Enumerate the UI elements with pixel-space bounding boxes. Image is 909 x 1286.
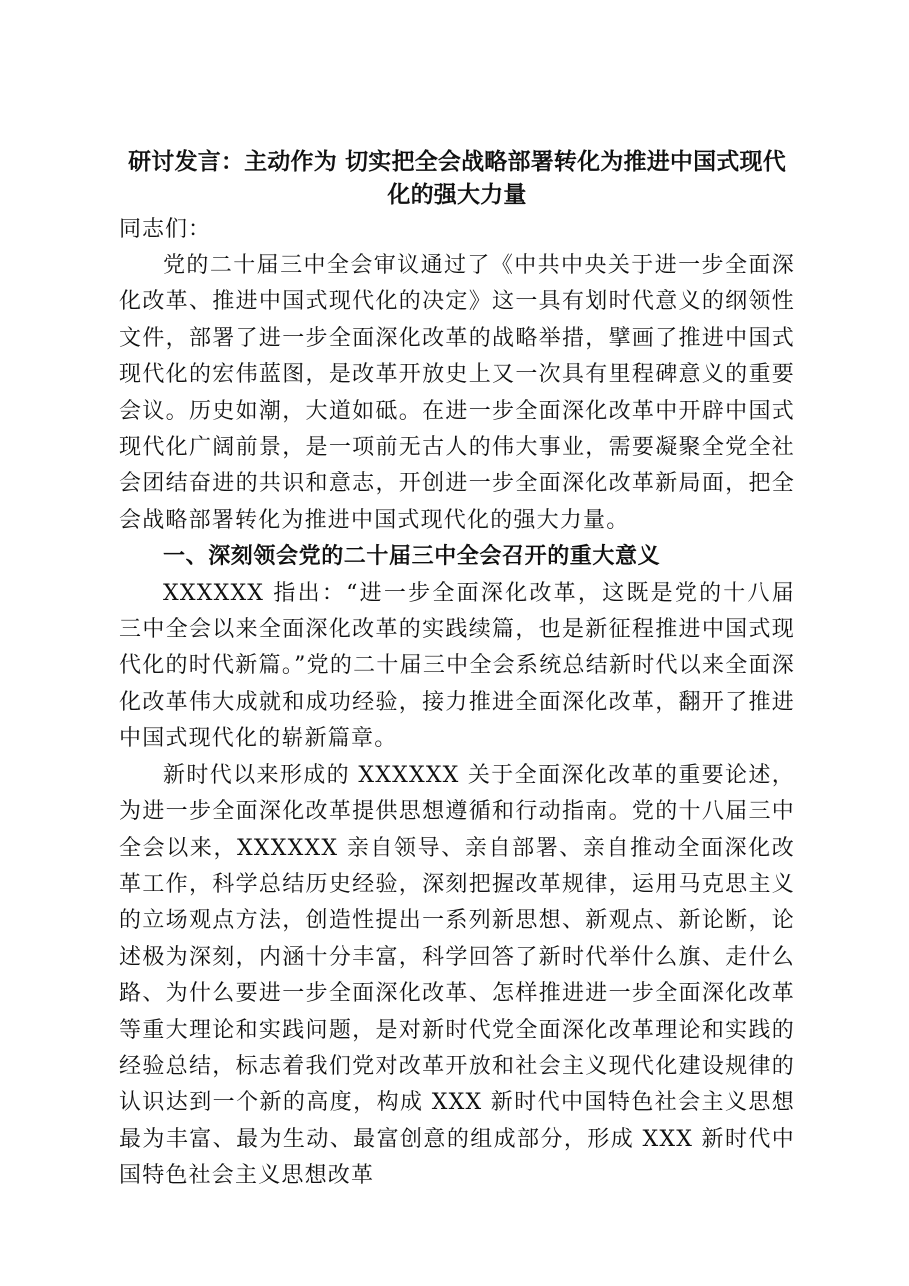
intro-paragraph: 党的二十届三中全会审议通过了《中共中央关于进一步全面深化改革、推进中国式现代化的决定》这一具有划时代意义的纲领性文件，部署了进一步全面深化改革的战略举措，擘画了推进中国式现代化的宏伟蓝图，是改革开放史上又一次具有里程碑意义的重要会议。历史如潮，大道如砥。在进一步全面深化改革中开辟中国式现代化广阔前景，是一项前无古人的伟大事业，需要凝聚全党全社会团结奋进的共识和意志，开创进一步全面深化改革新局面，把全会战略部署转化为推进中国式现代化的强大力量。 [119,253,795,533]
salutation: 同志们： [119,217,212,242]
document-body [119,146,795,1195]
section-1-paragraph-2: 新时代以来形成的 XXXXXX 关于全面深化改革的重要论述，为进一步全面深化改革提供思想遵循和行动指南。党的十八届三中全会以来，XXXXXX 亲自领导、亲自部署、亲自推动全面深化改革工作，科学总结历史经验，深刻把握改革规律，运用马克思主义的立场观点方法，创造性提出一系列新思想、新观点、新论断，论述极为深刻，内涵十分丰富，科学回答了新时代举什么旗、走什么路、为什么要进一步全面深化改革、怎样推进进一步全面深化改革等重大理论和实践问题，是对新时代党全面深化改革理论和实践的经验总结，标志着我们党对改革开放和社会主义现代化建设规律的认识达到一个新的高度，构成 XXX 新时代中国特色社会主义思想最为丰富、最为生动、最富创意的组成部分，形成 XXX 新时代中国特色社会主义思想改革 [119,762,795,1189]
section-heading-1: 一、深刻领会党的二十届三中全会召开的重大意义 [163,544,661,570]
document-title: 研讨发言：主动作为 切实把全会战略部署转化为推进中国式现代化的强大力量 [128,149,786,208]
section-1-paragraph-1: XXXXXX 指出：“进一步全面深化改革，这既是党的十八届三中全会以来全面深化改革的实践续篇，也是新征程推进中国式现代化的时代新篇。”党的二十届三中全会系统总结新时代以来全面深化改革伟大成就和成功经验，接力推进全面深化改革，翻开了推进中国式现代化的崭新篇章。 [119,580,795,752]
